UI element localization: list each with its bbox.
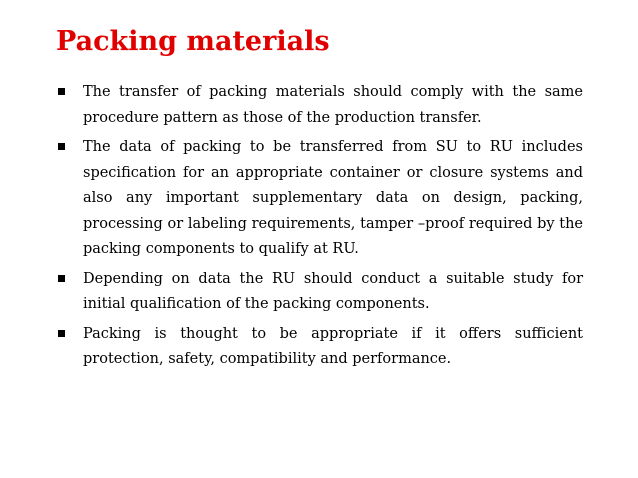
square-bullet-icon [58, 330, 65, 337]
square-bullet-icon [58, 275, 65, 282]
bullet-text: Packing is thought to be appropriate if it offers sufficient protection, safety, compatibility and performance. [83, 325, 583, 367]
bullet-item [56, 135, 583, 263]
square-bullet-icon [58, 88, 65, 95]
bullet-item [56, 80, 583, 131]
bullet-item [56, 267, 583, 318]
bullet-text: Depending on data the RU should conduct a suitable study for initial qualification of the packing components. [83, 270, 583, 312]
bullet-text: The data of packing to be transferred from SU to RU includes specification for an appropriate container or closure systems and also any important supplementary data on design, packing, processing or labeling requirements, tamper –proof required by the packing components to qualify at RU. [83, 139, 583, 257]
bullet-list [56, 80, 583, 377]
bullet-item [56, 322, 583, 373]
slide-title: Packing materials [56, 26, 330, 57]
bullet-text: The transfer of packing materials should comply with the same procedure pattern as those of the production transfer. [83, 84, 583, 126]
square-bullet-icon [58, 143, 65, 150]
